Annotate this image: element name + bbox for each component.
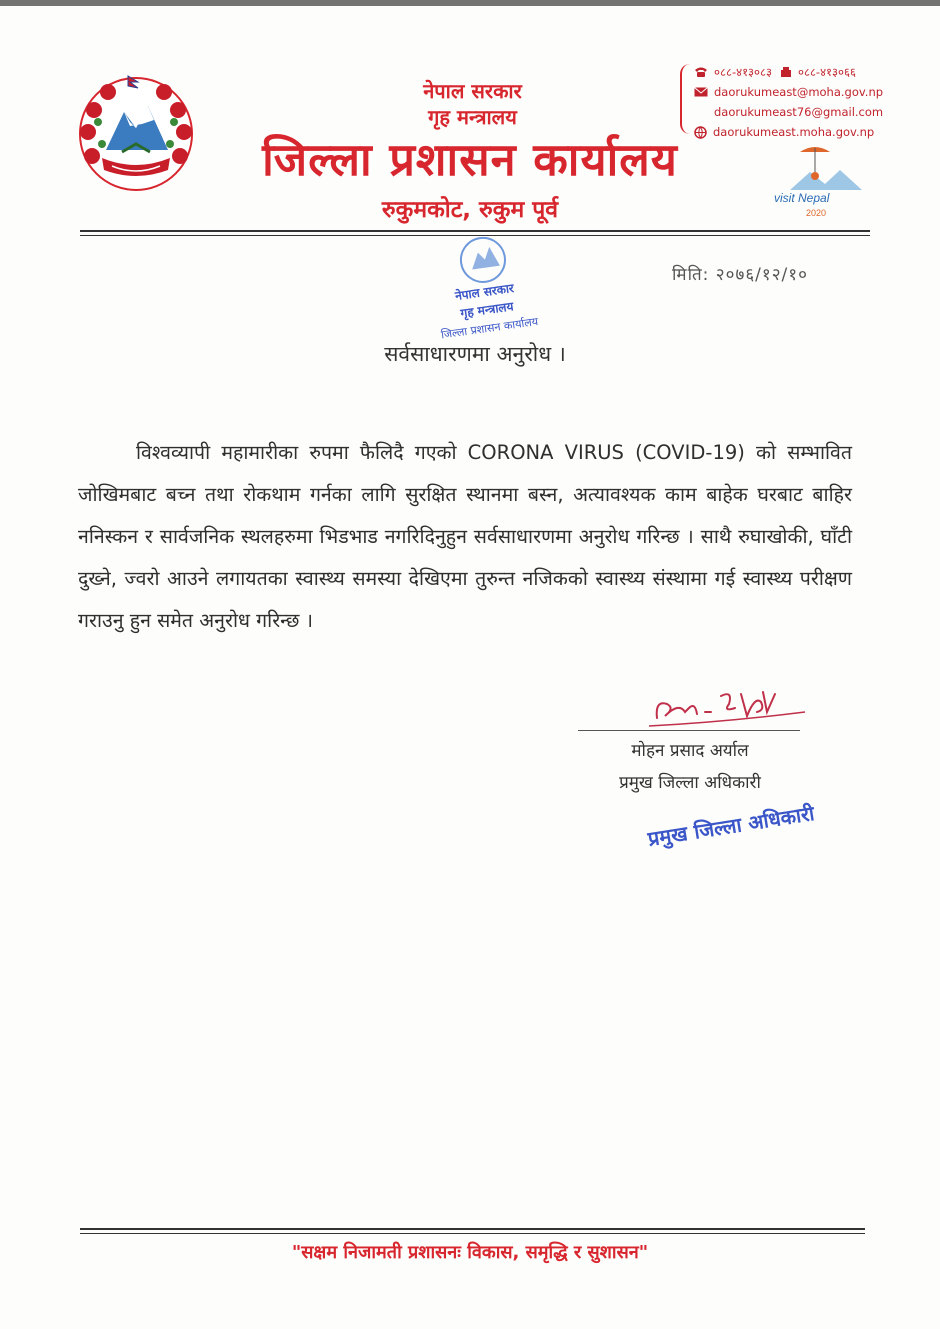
signatory-name: मोहन प्रसाद अर्याल <box>631 741 749 761</box>
stamp-line-2: गृह मन्त्रालय <box>459 299 515 321</box>
fax-icon <box>780 66 792 78</box>
nepal-emblem-icon <box>72 72 200 196</box>
footer-motto: "सक्षम निजामती प्रशासनः विकास, समृद्धि र सुशासन" <box>291 1242 649 1263</box>
office-location: रुकुमकोट, रुकुम पूर्व <box>381 197 559 223</box>
phone-number: ०८८-४१३०८३ <box>714 64 772 79</box>
handwritten-signature <box>645 682 815 732</box>
letter-subject: सर्वसाधारणमा अनुरोध । <box>384 342 566 366</box>
office-title: जिल्ला प्रशासन कार्यालय <box>262 133 678 186</box>
designation-stamp: प्रमुख जिल्ला अधिकारी <box>646 800 816 851</box>
visit-text: visit Nepal <box>774 191 830 205</box>
letter-body: विश्वव्यापी महामारीका रुपमा फैलिदै गएको CORONA VIRUS (COVID-19) को सम्भावित जोखिमबाट बच्न तथा रोकथाम गर्नका लागि सुरक्षित स्थानमा बस्न, अत्यावश्यक काम बाहेक घरबाट बाहिर ननिस्कन र सार्वजनिक स्थलहरुमा भिडभाड नगरिदिनुहुन सर्वसाधारणमा अनुरोध गरिन्छ । साथै रुघाखोकी, घाँटी दुख्ने, ज्वरो आउने लगायतका स्वास्थ्य समस्या देखिएमा तुरुन्त नजिकको स्वास्थ्य संस्थामा गई स्वास्थ्य परीक्षण गराउनु हुन समेत अनुरोध गरिन्छ । <box>78 441 852 632</box>
government-label: नेपाल सरकार <box>423 79 522 103</box>
ministry-label: गृह मन्त्रालय <box>428 105 517 129</box>
government-name <box>380 78 565 130</box>
letter-date: मिति: २०७६/१२/१० <box>672 265 808 285</box>
top-edge-shadow <box>0 0 940 6</box>
globe-icon <box>694 126 707 139</box>
contact-block <box>680 62 902 142</box>
email-row-2 <box>694 102 902 122</box>
email-secondary[interactable]: daorukumeast76@gmail.com <box>714 105 884 119</box>
visit-nepal-logo <box>770 142 870 222</box>
footer-rule-thin <box>80 1233 865 1234</box>
office-stamp <box>420 236 550 356</box>
website-url[interactable]: daorukumeast.moha.gov.np <box>713 125 875 139</box>
phone-row <box>694 62 902 82</box>
contact-brace <box>680 64 692 134</box>
footer-rule-thick <box>80 1228 865 1230</box>
fax-number: ०८८-४१३०६६ <box>797 64 856 79</box>
stamp-line-1: नेपाल सरकार <box>454 280 515 304</box>
signatory-title: प्रमुख जिल्ला अधिकारी <box>619 773 761 793</box>
phone-icon <box>694 66 708 78</box>
stamp-line-3: जिल्ला प्रशासन कार्यालय <box>440 314 539 342</box>
signature-line <box>578 730 800 731</box>
email-primary[interactable]: daorukumeast@moha.gov.np <box>714 85 884 99</box>
email-row-1 <box>694 82 902 102</box>
header-rule-thick <box>80 230 870 232</box>
website-row <box>694 122 902 142</box>
email-icon <box>694 87 708 97</box>
visit-year: 2020 <box>806 208 827 218</box>
